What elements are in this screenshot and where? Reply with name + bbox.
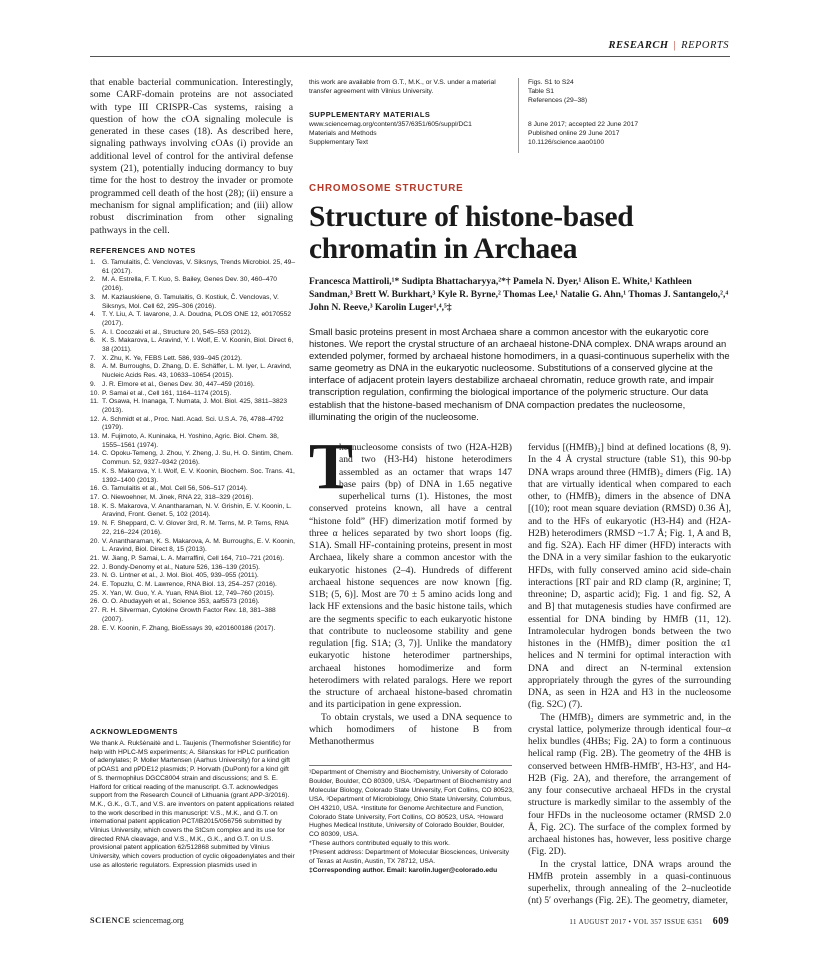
reference-item <box>90 311 296 328</box>
reference-number: 1. <box>90 259 96 266</box>
reference-item <box>90 581 296 590</box>
reference-text: A. M. Burroughs, D. Zhang, D. E. Schäffer, L. M. Iyer, L. Aravind, Nucleic Acids Res. 43, 10633–10654 (2015). <box>102 363 292 380</box>
reference-text: E. V. Koonin, F. Zhang, BioEssays 39, e201600186 (2017). <box>102 624 276 632</box>
reference-text: N. F. Sheppard, C. V. Glover 3rd, R. M. Terns, M. P. Terns, RNA 22, 216–224 (2016). <box>102 520 289 536</box>
reference-text: T. Y. Liu, A. T. Iavarone, J. A. Doudna, PLOS ONE 12, e0170552 (2017). <box>102 311 292 327</box>
supplementary-list <box>309 121 514 148</box>
reference-item <box>90 363 296 380</box>
reference-text: N. G. Lintner et al., J. Mol. Biol. 405, 939–955 (2011). <box>102 572 259 580</box>
acknowledgments-text: We thank A. Rukšėnaitė and L. Taujenis (Thermofisher Scientific) for help with HPLC-MS experiments; A. Silanskas for HPLC purification of adenylates; P. Moller Martensen (Aarhus University) for a kind gift of pOAS1 and pPDE12 plasmids; P. Horvath (DuPont) for a kind gift of S. thermophilus DGCC8004 strain and discussions; and S. E. Halford for critical reading of the manuscript. G.T. acknowledges support from the Research Council of Lithuania (grant APP-3/2016). M.K., G.K., G.T., and V.S. are inventors on patent applications related to the work described in this manuscript: V.S., M.K., and G.T. on international patent application PCT/IB2015/056756 submitted by Vilnius University, which covers the StCsm complex and its use for directed RNA cleavage, and V.S., M.K., G.K., and G.T. on U.S. provisional patent application 62/512868 submitted by Vilnius University, which covers production of cyclic oligoadenylates and their use as allosteric regulators. Expression plasmids used in <box>90 740 295 869</box>
continued-paragraph: that enable bacterial communication. Interestingly, some CARF-domain proteins are not associated with type III CRISPR-Cas systems, raising a question of how the cOA signaling molecule is generated in these cases (18). As described here, signaling pathways involving cOAs (i) provide an additional level of control for the antiviral defense system (21), potentially inducing dormancy to buy time for the host to destroy the invader or promote programmed cell death of the host (28); (ii) ensure a mechanism for signal amplification; and (iii) allow robust discrimination from other signaling pathways in the cell. <box>90 77 293 236</box>
references-line: References (29–38) <box>528 96 588 104</box>
reference-number: 4. <box>90 311 96 319</box>
reference-item <box>90 381 296 390</box>
reference-item <box>90 572 296 581</box>
acknowledgments-heading: ACKNOWLEDGMENTS <box>90 727 178 736</box>
supplementary-item: Supplementary Text <box>309 138 368 146</box>
subsection-label: REPORTS <box>681 40 729 51</box>
body-paragraph: To obtain crystals, we used a DNA sequence to which homodimers of histone B from Methanothermus <box>309 711 512 747</box>
body-paragraph: fervidus [(HMfB)₂] bind at defined locations (8, 9). In the 4 Å crystal structure (table S1), this 90-bp DNA wraps around three (HMfB)₂ dimers (Fig. 1A) that are virtually identical when compared to each other, to (HMfB)₂ dimers in the absence of DNA [(10); root mean square deviation (RMSD) 0.36 Å], and to the HFs of eukaryotic (H3-H4) and (H2A-H2B) heterodimers (RMSD ~1.7 Å; Fig. 1, A and B, and fig. S2A). Each HF dimer (HFD) interacts with the DNA in a very similar fashion to the eukaryotic HFDs, with fully conserved amino acid side-chain interactions [RT pair and RD clamp (R, arginine; T, threonine; D, aspartic acid); Fig. 1 and fig. S2, A and B] that mutagenesis studies have confirmed are essential for DNA binding by HMfB (11, 12). Intramolecular hydrogen bonds between the two histones in the (HMfB)₂ dimer position the α1 helices and N termini for optimal interaction with DNA and direct an N-terminal extension appropriately through the gyres of the surrounding DNA, as seen in H2A and H3 in the nucleosome (fig. S2C) (7). <box>528 442 731 711</box>
reference-number: 12. <box>90 415 100 423</box>
reference-text: X. Yan, W. Guo, Y. A. Yuan, RNA Biol. 12, 749–760 (2015). <box>102 589 275 597</box>
article-title: Structure of histone-based chromatin in Archaea <box>309 201 634 265</box>
header-rule <box>90 56 730 57</box>
column-divider <box>518 78 519 153</box>
journal-name: SCIENCE <box>90 916 131 925</box>
footer-issue <box>569 916 729 927</box>
reference-number: 23. <box>90 572 100 580</box>
supplementary-link[interactable]: www.sciencemag.org/content/357/6351/605/suppl/DC1 <box>309 121 472 128</box>
reference-text: T. Osawa, H. Inanaga, T. Numata, J. Mol. Biol. 425, 3811–3823 (2013). <box>102 398 288 414</box>
body-column-right <box>528 442 731 908</box>
reference-item <box>90 564 296 573</box>
reference-number: 18. <box>90 502 100 510</box>
reference-text: M. A. Estrella, F. T. Kuo, S. Bailey, Genes Dev. 30, 460–470 (2016). <box>102 276 277 293</box>
reference-text: J. Bondy-Denomy et al., Nature 526, 136–139 (2015). <box>102 563 260 571</box>
reference-item <box>90 485 296 494</box>
reference-number: 17. <box>90 493 100 501</box>
reference-item <box>90 329 296 338</box>
reference-text: C. Opoku-Temeng, J. Zhou, Y. Zheng, J. Su, H. O. Sintim, Chem. Commun. 52, 9327–9342 (2016). <box>102 450 293 467</box>
footer-journal <box>90 916 184 925</box>
reference-text: W. Jiang, P. Samai, L. A. Marraffini, Cell 164, 710–721 (2016). <box>102 554 285 562</box>
section-label: RESEARCH <box>608 40 669 51</box>
references-list <box>90 259 296 633</box>
reference-number: 11. <box>90 398 99 406</box>
reference-item <box>90 276 296 293</box>
reference-item <box>90 259 296 276</box>
body-paragraph: The (HMfB)₂ dimers are symmetric and, in the crystal lattice, polymerize through identical four–α helix bundles (4HBs; Fig. 2A) to form a continuous helical ramp (Fig. 2B). The geometry of the 4HB is conserved between HMfB-HMfB′, H3-H3′, and H4-H2B (Fig. 2A), and therefore, the arrangement of any four consecutive archaeal HFDs in the crystal structure is markedly similar to the assembly of the four HFDs in the nucleosome octamer (RMSD 2.0 Å, Fig. 2C). The surface of the complex formed by archaeal histones has, however, less positive charge (Fig. 2D). <box>528 711 731 858</box>
reference-item <box>90 598 296 607</box>
supplementary-item: Materials and Methods <box>309 129 377 137</box>
reference-number: 13. <box>90 433 100 441</box>
reference-text: G. Tamulaitis et al., Mol. Cell 56, 506–517 (2014). <box>102 485 248 493</box>
body-paragraph: he nucleosome consists of two (H2A-H2B) and two (H3-H4) histone heterodimers assembled as an octamer that wraps 147 base pairs (bp) of DNA in 1.65 negative superhelical turns (1). Histones, the most conserved proteins known, all have a central “histone fold” (HF) dimerization motif formed by three α helices separated by two short loops (fig. S1A). Small HF-containing proteins, present in most Archaea, likely share a common ancestor with the eukaryotic histones (2–4). Hundreds of different archaeal histone sequences are now known [fig. S1B; (5, 6)]. Most are 70 ± 5 amino acids long and lack HF extensions and the basic histone tails, which are the segments specific to each eukaryotic histone that contribute to nucleosome stability and gene regulation [fig. S1A; (3, 7)]. Unlike the mandatory eukaryotic histone heterodimer partnerships, archaeal histones homodimerize and form heterodimers with related paralogs. Here we report the structure of archaeal histone-based chromatin and its participation in gene expression. <box>309 442 512 711</box>
drop-cap: T <box>309 430 354 503</box>
reference-number: 24. <box>90 581 100 589</box>
reference-number: 7. <box>90 354 96 362</box>
running-header <box>609 40 729 51</box>
supplementary-figures <box>528 79 587 106</box>
reference-text: K. S. Makarova, V. Anantharaman, N. V. Grishin, E. V. Koonin, L. Aravind, Front. Genet. 5, 102 (2014). <box>102 502 292 519</box>
published-date: Published online 29 June 2017 <box>528 129 620 137</box>
abstract: Small basic proteins present in most Archaea share a common ancestor with the eukaryotic core histones. We report the crystal structure of an archaeal histone-DNA complex. DNA wraps around an extended polymer, formed by archaeal histone homodimers, in a quasi-continuous superhelix with the same geometry as DNA in the eukaryotic nucleosome. Substitutions of a conserved glycine at the interface of adjacent protein layers destabilize archaeal chromatin, reduce growth rate, and impair transcription regulation, confirming the biological importance of the polymeric structure. Our data establish that the histone-based mechanism of DNA compaction predates the nucleosome, illuminating the origin of the nucleosome. <box>309 326 730 422</box>
affiliation-list: ¹Department of Chemistry and Biochemistry, University of Colorado Boulder, Boulder, CO 80309, USA. ²Department of Biochemistry and Molecular Biology, Colorado State University, Fort Collins, CO 80523, USA. ³Department of Microbiology, Ohio State University, Columbus, OH 43210, USA. ⁴Institute for Genome Architecture and Function, Colorado State University, Fort Collins, CO 80523, USA. ⁵Howard Hughes Medical Institute, University of Colorado Boulder, Boulder, CO 80309, USA. <box>309 769 514 839</box>
equal-contribution-note: *These authors contributed equally to this work. <box>309 840 450 848</box>
reference-number: 9. <box>90 380 96 388</box>
references-heading: REFERENCES AND NOTES <box>90 246 196 255</box>
publication-dates <box>528 121 638 148</box>
reference-text: J. R. Elmore et al., Genes Dev. 30, 447–459 (2016). <box>102 380 255 388</box>
reference-number: 26. <box>90 598 100 606</box>
reference-item <box>90 398 296 415</box>
reference-number: 28. <box>90 624 100 632</box>
materials-transfer-text: this work are available from G.T., M.K., or V.S. under a material transfer agreement with Vilnius University. <box>309 79 496 95</box>
reference-item <box>90 555 296 564</box>
reference-text: O. O. Abudayyeh et al., Science 353, aaf5573 (2016). <box>102 598 260 606</box>
reference-number: 25. <box>90 589 100 597</box>
reference-number: 2. <box>90 276 96 284</box>
reference-number: 3. <box>90 293 96 301</box>
affiliation-rule <box>309 765 512 766</box>
reference-text: E. Topuzlu, C. M. Lawrence, RNA Biol. 13, 254–257 (2016). <box>102 581 277 589</box>
reference-number: 20. <box>90 537 100 545</box>
reference-number: 16. <box>90 485 100 493</box>
reference-item <box>90 538 296 555</box>
reference-number: 8. <box>90 363 96 371</box>
reference-item <box>90 607 296 624</box>
reference-text: G. Tamulaitis, Č. Venclovas, V. Siksnys, Trends Microbiol. 25, 49–61 (2017). <box>102 259 296 275</box>
previous-article-text <box>90 77 293 237</box>
corresponding-author-note: ‡Corresponding author. Email: karolin.luger@colorado.edu <box>309 866 498 874</box>
reference-text: K. S. Makarova, L. Aravind, Y. I. Wolf, E. V. Koonin, Biol. Direct 6, 38 (2011). <box>102 337 294 354</box>
article-kicker: CHROMOSOME STRUCTURE <box>309 183 464 194</box>
reference-text: M. Kazlauskiene, G. Tamulaitis, G. Kostiuk, Č. Venclovas, V. Siksnys, Mol. Cell 62, 295–306 (2016). <box>102 293 279 310</box>
reference-item <box>90 433 296 450</box>
header-separator: | <box>673 40 677 51</box>
figs-line: Figs. S1 to S24 <box>528 79 574 86</box>
body-column-left <box>309 442 512 748</box>
issue-info: 11 AUGUST 2017 • VOL 357 ISSUE 6351 <box>569 919 703 926</box>
body-paragraph: In the crystal lattice, DNA wraps around the HMfB protein assembly in a quasi-continuous superhelix, through annealing of the 2–nucleotide (nt) 5′ overhangs (Fig. 2E). The geometry, diameter, <box>528 858 731 907</box>
reference-item <box>90 520 296 537</box>
reference-text: M. Fujimoto, A. Kuninaka, H. Yoshino, Agric. Biol. Chem. 38, 1555–1561 (1974). <box>102 433 279 449</box>
reference-item <box>90 494 296 503</box>
reference-number: 14. <box>90 450 100 458</box>
reference-item <box>90 355 296 364</box>
doi[interactable]: 10.1126/science.aao0100 <box>528 138 605 146</box>
reference-text: X. Zhu, K. Ye, FEBS Lett. 586, 939–945 (2012). <box>102 354 242 362</box>
supplementary-heading: SUPPLEMENTARY MATERIALS <box>309 110 431 119</box>
reference-number: 21. <box>90 554 100 562</box>
affiliations <box>309 769 514 876</box>
reference-item <box>90 468 296 485</box>
reference-item <box>90 503 296 520</box>
reference-number: 6. <box>90 337 96 345</box>
reference-item <box>90 590 296 599</box>
reference-item <box>90 390 296 399</box>
reference-text: R. H. Silverman, Cytokine Growth Factor Rev. 18, 381–388 (2007). <box>102 607 276 623</box>
reference-number: 10. <box>90 389 100 397</box>
present-address-note: †Present address: Department of Molecular Biosciences, University of Texas at Austin, Austin, TX 78712, USA. <box>309 849 509 866</box>
reference-item <box>90 625 296 634</box>
reference-number: 27. <box>90 607 100 615</box>
reference-item <box>90 450 296 467</box>
reference-text: O. Niewoehner, M. Jinek, RNA 22, 318–329 (2016). <box>102 493 254 501</box>
reference-text: V. Anantharaman, K. S. Makarova, A. M. Burroughs, E. V. Koonin, L. Aravind, Biol. Direct 8, 15 (2013). <box>102 537 295 554</box>
reference-text: P. Samai et al., Cell 161, 1164–1174 (2015). <box>102 389 232 397</box>
journal-site[interactable]: sciencemag.org <box>132 916 184 925</box>
table-line: Table S1 <box>528 87 555 95</box>
reference-number: 22. <box>90 563 100 571</box>
reference-text: A. Schmidt et al., Proc. Natl. Acad. Sci. U.S.A. 76, 4788–4792 (1979). <box>102 415 284 432</box>
reference-item <box>90 416 296 433</box>
page-number: 609 <box>712 916 729 927</box>
reference-text: K. S. Makarova, Y. I. Wolf, E. V. Koonin, Biochem. Soc. Trans. 41, 1392–1400 (2013). <box>102 467 295 484</box>
reference-number: 5. <box>90 328 96 336</box>
reference-text: A. I. Cocozaki et al., Structure 20, 545–553 (2012). <box>102 328 252 336</box>
reference-item <box>90 294 296 311</box>
reference-number: 15. <box>90 467 100 475</box>
received-date: 8 June 2017; accepted 22 June 2017 <box>528 121 639 128</box>
reference-number: 19. <box>90 520 100 528</box>
reference-item <box>90 337 296 354</box>
author-list: Francesca Mattiroli,¹* Sudipta Bhattacharyya,²*† Pamela N. Dyer,¹ Alison E. White,¹ Kathleen Sandman,³ Brett W. Burkhart,³ Kyle R. Byrne,² Thomas Lee,¹ Natalie G. Ahn,¹ Thomas J. Santangelo,²,⁴ John N. Reeve,³ Karolin Luger¹,⁴,⁵‡ <box>309 277 729 314</box>
